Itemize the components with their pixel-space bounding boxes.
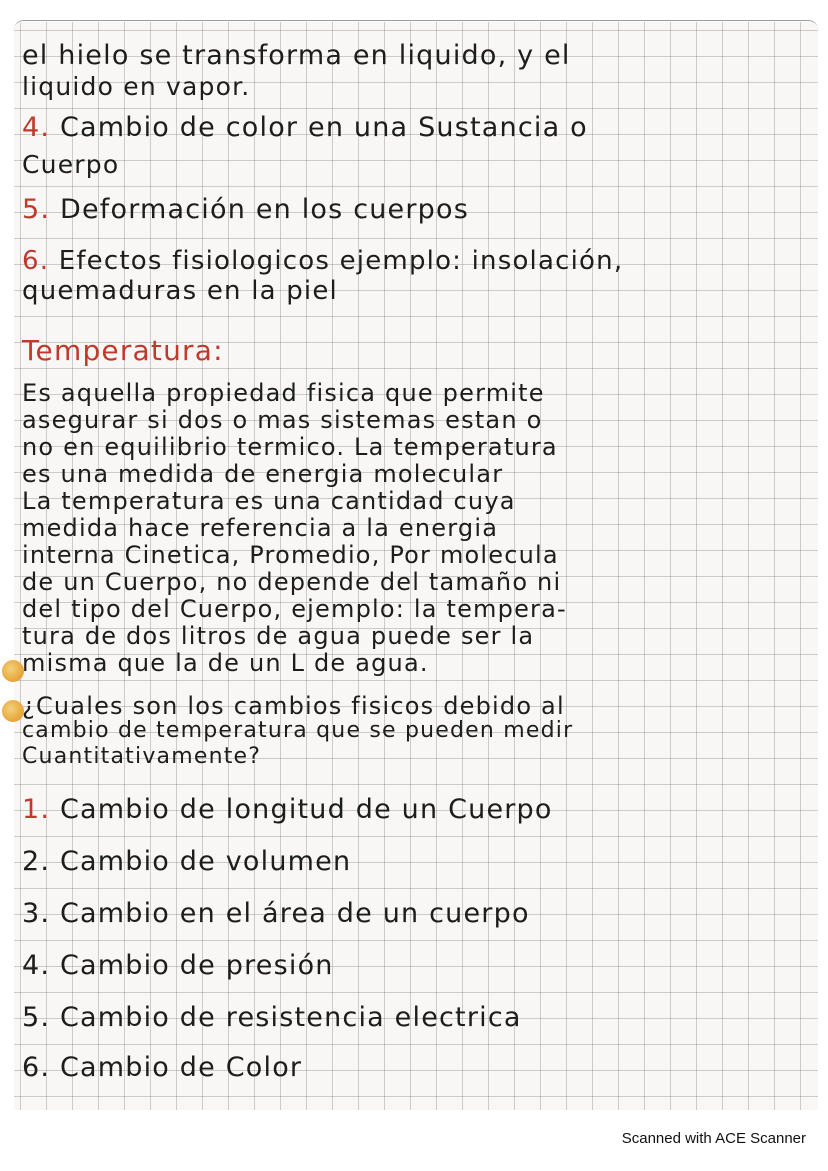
binder-hole: [2, 700, 24, 722]
item-number: 2.: [22, 846, 51, 877]
item-number: 6.: [22, 246, 50, 276]
item-number: 5.: [22, 1002, 51, 1033]
section-heading: Temperatura:: [22, 334, 224, 367]
paragraph-line: de un Cuerpo, no depende del tamaño ni: [22, 568, 562, 596]
question-line: cambio de temperatura que se pueden medir: [22, 718, 574, 743]
paragraph-line: asegurar si dos o mas sistemas estan o: [22, 406, 543, 434]
item-text: Cambio de Color: [59, 1052, 303, 1083]
effect-item: [22, 276, 338, 306]
paragraph-line: no en equilibrio termico. La temperatura: [22, 433, 558, 461]
item-text: Cambio en el área de un cuerpo: [59, 898, 530, 929]
item-text: Cambio de volumen: [59, 846, 352, 877]
effect-item: [22, 246, 623, 276]
question-line: ¿Cuales son los cambios fisicos debido al: [22, 692, 565, 720]
item-text: Cambio de color en una Sustancia o: [59, 112, 588, 143]
paragraph-line: misma que la de un L de agua.: [22, 649, 429, 677]
effect-item: [22, 194, 469, 225]
item-text: Cambio de resistencia electrica: [59, 1002, 522, 1033]
paragraph-line: Es aquella propiedad fisica que permite: [22, 379, 545, 407]
effect-item: [22, 112, 588, 143]
change-item: [22, 794, 553, 825]
item-number: 6.: [22, 1052, 51, 1083]
question-line: Cuantitativamente?: [22, 744, 262, 769]
change-item: [22, 1002, 522, 1033]
paragraph-line: interna Cinetica, Promedio, Por molecula: [22, 541, 559, 569]
intro-line: el hielo se transforma en liquido, y el: [22, 40, 571, 71]
item-text: Cuerpo: [22, 150, 120, 179]
change-item: [22, 846, 351, 877]
effect-item: [22, 150, 119, 179]
item-number: 1.: [22, 794, 51, 825]
binder-hole: [2, 660, 24, 682]
change-item: [22, 898, 530, 929]
item-text: Cambio de longitud de un Cuerpo: [59, 794, 553, 825]
page-edge: [14, 20, 818, 39]
paragraph-line: tura de dos litros de agua puede ser la: [22, 622, 535, 650]
item-text: Cambio de presión: [59, 950, 334, 981]
paragraph-line: es una medida de energia molecular: [22, 460, 504, 488]
item-number: 4.: [22, 950, 51, 981]
item-text: quemaduras en la piel: [22, 276, 338, 306]
item-text: Efectos fisiologicos ejemplo: insolación,: [58, 246, 624, 276]
item-number: 5.: [22, 194, 51, 225]
change-item: [22, 1052, 302, 1083]
paragraph-line: medida hace referencia a la energia: [22, 514, 499, 542]
change-item: [22, 950, 334, 981]
intro-line: liquido en vapor.: [22, 72, 251, 101]
scanner-watermark: Scanned with ACE Scanner: [621, 1130, 806, 1147]
item-text: Deformación en los cuerpos: [59, 194, 469, 225]
paragraph-line: La temperatura es una cantidad cuya: [22, 487, 516, 515]
item-number: 3.: [22, 898, 51, 929]
item-number: 4.: [22, 112, 51, 143]
paragraph-line: del tipo del Cuerpo, ejemplo: la tempera-: [22, 595, 567, 623]
